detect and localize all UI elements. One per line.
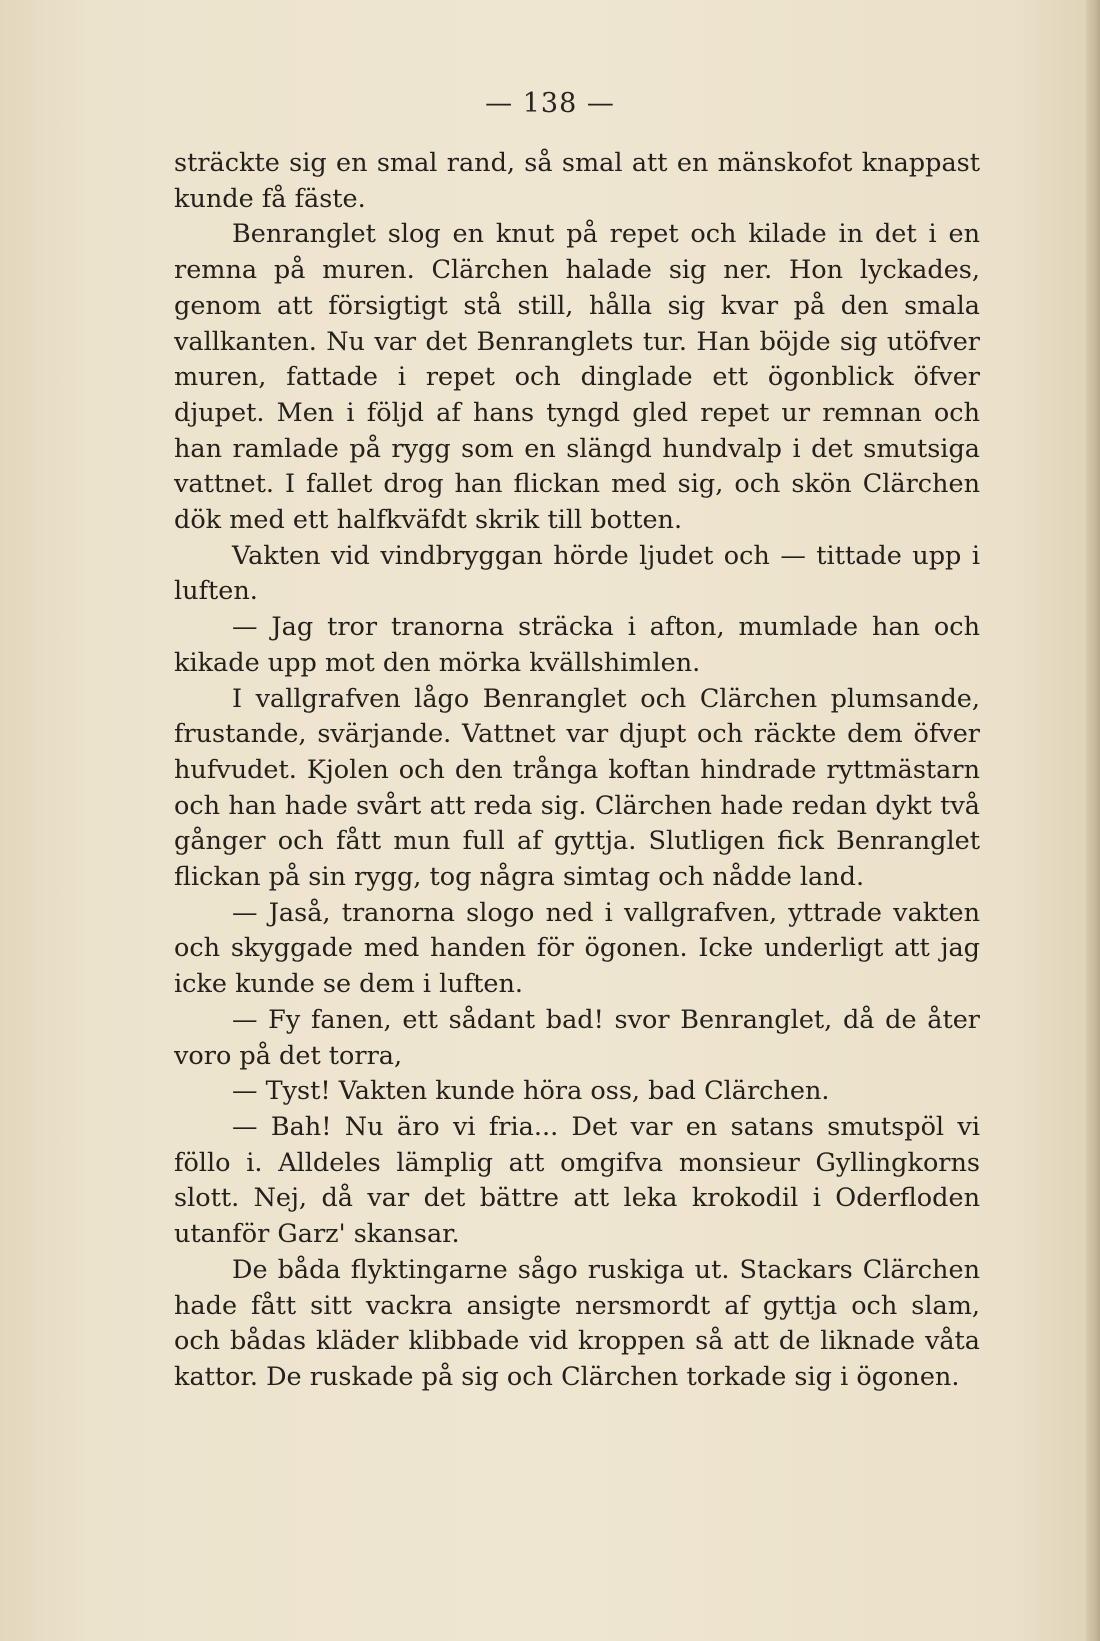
paragraph: De båda flyktingarne sågo ruskiga ut. Stackars Clärchen hade fått sitt vackra ansigte nersmordt af gyttja och slam, och bådas kläder klibbade vid kroppen så att de liknade våta kattor. De ruskade på sig och Clärchen torkade sig i ögonen. xyxy=(174,1254,980,1392)
paragraph: Benranglet slog en knut på repet och kilade in det i en remna på muren. Clärchen halade sig ner. Hon lyckades, genom att försigtigt stå still, hålla sig kvar på den smala vallkanten. Nu var det Benranglets tur. Han böjde sig utöfver muren, fattade i repet och dinglade ett ögonblick öfver djupet. Men i följd af hans tyngd gled repet ur remnan och han ramlade på rygg som en slängd hundvalp i det smutsiga vattnet. I fallet drog han flickan med sig, och skön Clärchen dök med ett halfkväfdt skrik till botten. xyxy=(174,219,980,536)
page-number: — 138 — xyxy=(485,88,615,119)
body-text xyxy=(174,146,980,1396)
paragraph: — Tyst! Vakten kunde höra oss, bad Clärchen. xyxy=(232,1076,830,1107)
paragraph: Vakten vid vindbryggan hörde ljudet och — tittade upp i luften. xyxy=(174,540,980,607)
paragraph: — Jag tror tranorna sträcka i afton, mumlade han och kikade upp mot den mörka kvällshimlen. xyxy=(174,612,980,678)
paragraph: — Jaså, tranorna slogo ned i vallgrafven, yttrade vakten och skyggade med handen för ögonen. Icke underligt att jag icke kunde se dem i luften. xyxy=(174,897,980,1000)
paragraph: sträckte sig en smal rand, så smal att en mänskofot knappast kunde få fäste. xyxy=(174,148,980,214)
paragraph: — Bah! Nu äro vi fria... Det var en satans smutspöl vi föllo i. Alldeles lämplig att omgifva monsieur Gyllingkorns slott. Nej, då var det bättre att leka krokodil i Oderfloden utanför Garz' skansar. xyxy=(174,1111,980,1250)
paragraph: — Fy fanen, ett sådant bad! svor Benranglet, då de åter voro på det torra, xyxy=(174,1004,980,1071)
paragraph: I vallgrafven lågo Benranglet och Clärchen plumsande, frustande, svärjande. Vattnet var djupt och räckte dem öfver hufvudet. Kjolen och den trånga koftan hindrade ryttmästarn och han hade svårt att reda sig. Clärchen hade redan dykt två gånger och fått mun full af gyttja. Slutligen fick Benranglet flickan på sin rygg, tog några simtag och nådde land. xyxy=(174,683,980,893)
page-edge-shadow xyxy=(1086,0,1100,1641)
